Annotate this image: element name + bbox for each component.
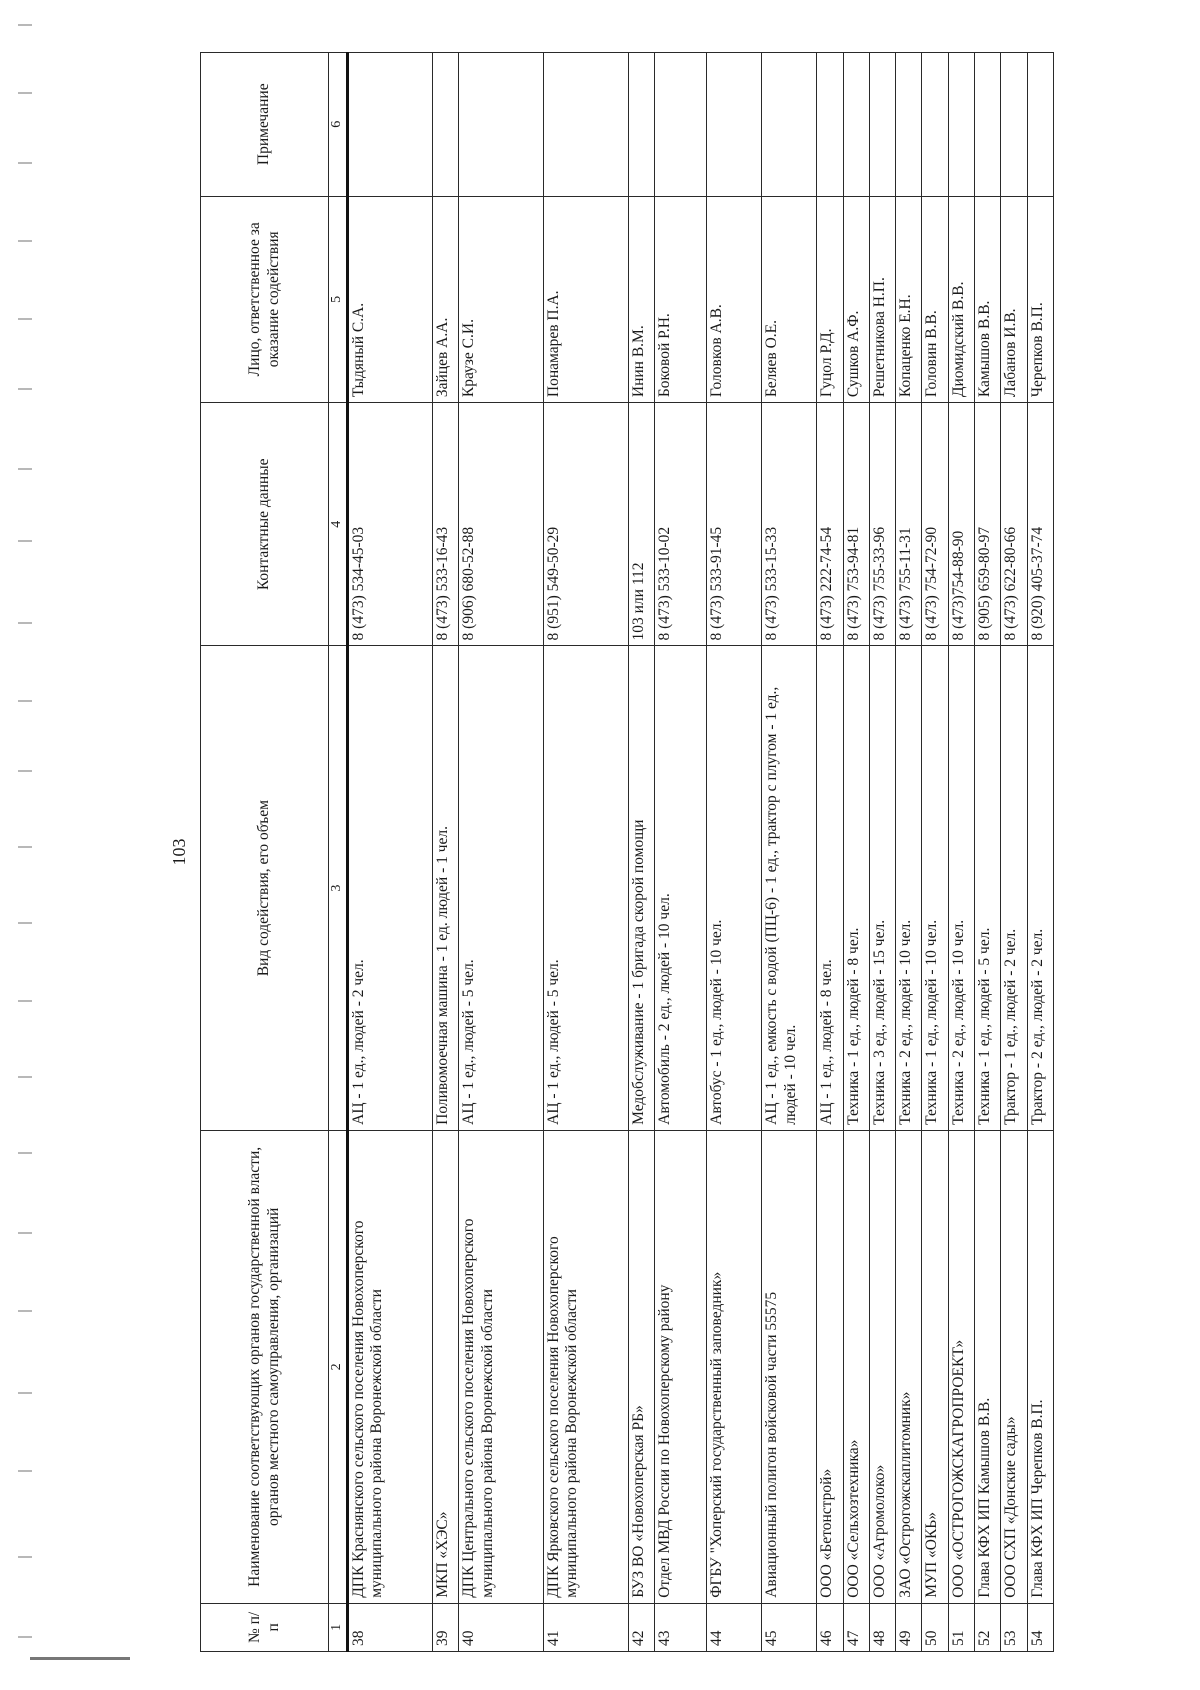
person-cell: Камышов В.В.	[975, 196, 1001, 403]
column-number: 2	[329, 1130, 348, 1603]
note-cell	[817, 53, 843, 197]
contact-cell: 8 (473) 754-72-90	[922, 403, 948, 646]
note-cell	[707, 53, 762, 197]
table-row	[896, 53, 922, 1652]
row-number: 41	[543, 1603, 628, 1651]
table-row	[948, 53, 974, 1652]
assistance-cell: Техника - 1 ед., людей - 5 чел.	[975, 646, 1001, 1130]
page-number: 103	[169, 838, 189, 866]
row-number: 42	[628, 1603, 654, 1651]
rotated-page	[165, 52, 1055, 1652]
contact-cell: 8 (473) 533-16-43	[432, 403, 458, 646]
person-cell: Копаценко Е.Н.	[896, 196, 922, 403]
person-cell: Решетникова Н.П.	[869, 196, 895, 403]
contact-cell: 8 (473) 533-10-02	[654, 403, 707, 646]
organization-cell: Глава КФХ ИП Черепков В.П.	[1027, 1130, 1053, 1603]
row-number: 46	[817, 1603, 843, 1651]
note-cell	[1027, 53, 1053, 197]
person-cell: Боковой Р.Н.	[654, 196, 707, 403]
column-number: 1	[329, 1603, 348, 1651]
table-row	[458, 53, 543, 1652]
column-number: 3	[329, 646, 348, 1130]
organization-cell: Авиационный полигон войсковой части 55575	[762, 1130, 817, 1603]
assistance-cell: Трактор - 2 ед., людей - 2 чел.	[1027, 646, 1053, 1130]
row-number: 52	[975, 1603, 1001, 1651]
header-assistance-type: Вид содействия, его объем	[201, 646, 329, 1130]
assistance-cell: АЦ - 1 ед., людей - 8 чел.	[817, 646, 843, 1130]
table-row	[1027, 53, 1053, 1652]
header-note: Примечание	[201, 53, 329, 197]
table-header-row	[201, 53, 329, 1652]
person-cell: Диомидский В.В.	[948, 196, 974, 403]
person-cell: Зайцев А.А.	[432, 196, 458, 403]
row-number: 44	[707, 1603, 762, 1651]
contact-cell: 8 (473) 622-80-66	[1001, 403, 1027, 646]
person-cell: Понамарев П.А.	[543, 196, 628, 403]
column-number: 6	[329, 53, 348, 197]
header-responsible-person: Лицо, ответственное за оказание содействия	[201, 196, 329, 403]
row-number: 45	[762, 1603, 817, 1651]
organization-cell: ООО «Агромолоко»	[869, 1130, 895, 1603]
assistance-cell: Трактор - 1 ед., людей - 2 чел.	[1001, 646, 1027, 1130]
organization-cell: ООО «Сельхозтехника»	[843, 1130, 869, 1603]
header-organization: Наименование соответствующих органов государственной власти, органов местного самоуправления, организаций	[201, 1130, 329, 1603]
note-cell	[432, 53, 458, 197]
table-row	[869, 53, 895, 1652]
organization-cell: БУЗ ВО «Новохоперская РБ»	[628, 1130, 654, 1603]
assistance-cell: Техника - 1 ед., людей - 8 чел.	[843, 646, 869, 1130]
organization-cell: ДПК Краснянского сельского поселения Новохоперского муниципального района Воронежской области	[347, 1130, 432, 1603]
row-number: 49	[896, 1603, 922, 1651]
table-row	[543, 53, 628, 1652]
table-row	[628, 53, 654, 1652]
organization-cell: ООО СХП «Донские сады»	[1001, 1130, 1027, 1603]
assistance-cell: АЦ - 1 ед., емкость с водой (ПЦ-6) - 1 ед., трактор с плугом - 1 ед., людей - 10 чел.	[762, 646, 817, 1130]
assistance-cell: Техника - 1 ед., людей - 10 чел.	[922, 646, 948, 1130]
assistance-cell: Техника - 2 ед., людей - 10 чел.	[948, 646, 974, 1130]
organization-cell: Глава КФХ ИП Камышов В.В.	[975, 1130, 1001, 1603]
person-cell: Головин В.В.	[922, 196, 948, 403]
contact-cell: 103 или 112	[628, 403, 654, 646]
contact-cell: 8 (951) 549-50-29	[543, 403, 628, 646]
note-cell	[347, 53, 432, 197]
assistance-cell: АЦ - 1 ед., людей - 5 чел.	[458, 646, 543, 1130]
row-number: 40	[458, 1603, 543, 1651]
note-cell	[843, 53, 869, 197]
note-cell	[922, 53, 948, 197]
contact-cell: 8 (906) 680-52-88	[458, 403, 543, 646]
column-number-row	[329, 53, 348, 1652]
row-number: 47	[843, 1603, 869, 1651]
person-cell: Сушков А.Ф.	[843, 196, 869, 403]
person-cell: Инин В.М.	[628, 196, 654, 403]
assistance-cell: Автобус - 1 ед., людей - 10 чел.	[707, 646, 762, 1130]
table-row	[1001, 53, 1027, 1652]
row-number: 53	[1001, 1603, 1027, 1651]
contact-cell: 8 (920) 405-37-74	[1027, 403, 1053, 646]
organization-cell: ДПК Ярковского сельского поселения Новохоперского муниципального района Воронежской области	[543, 1130, 628, 1603]
row-number: 50	[922, 1603, 948, 1651]
organization-cell: ФГБУ "Хоперский государственный заповедник»	[707, 1130, 762, 1603]
assistance-table	[200, 52, 1054, 1652]
row-number: 39	[432, 1603, 458, 1651]
organization-cell: ДПК Центрального сельского поселения Новохоперского муниципального района Воронежской области	[458, 1130, 543, 1603]
table-row	[432, 53, 458, 1652]
table-row	[922, 53, 948, 1652]
assistance-cell: Автомобиль - 2 ед., людей - 10 чел.	[654, 646, 707, 1130]
contact-cell: 8 (473) 533-15-33	[762, 403, 817, 646]
organization-cell: МКП «ХЭС»	[432, 1130, 458, 1603]
person-cell: Краузе С.И.	[458, 196, 543, 403]
row-number: 51	[948, 1603, 974, 1651]
note-cell	[458, 53, 543, 197]
contact-cell: 8 (473) 755-11-31	[896, 403, 922, 646]
note-cell	[543, 53, 628, 197]
contact-cell: 8 (473) 753-94-81	[843, 403, 869, 646]
row-number: 54	[1027, 1603, 1053, 1651]
header-number: № п/п	[201, 1603, 329, 1651]
note-cell	[869, 53, 895, 197]
assistance-cell: Поливомоечная машина - 1 ед. людей - 1 чел.	[432, 646, 458, 1130]
organization-cell: ООО «ОСТРОГОЖСКАГРОПРОЕКТ»	[948, 1130, 974, 1603]
assistance-cell: Медобслуживание - 1 бригада скорой помощи	[628, 646, 654, 1130]
person-cell: Лабанов И.В.	[1001, 196, 1027, 403]
note-cell	[896, 53, 922, 197]
table-row	[817, 53, 843, 1652]
table-row	[762, 53, 817, 1652]
table-row	[843, 53, 869, 1652]
contact-cell: 8 (473) 755-33-96	[869, 403, 895, 646]
row-number: 38	[347, 1603, 432, 1651]
contact-cell: 8 (473) 222-74-54	[817, 403, 843, 646]
row-number: 48	[869, 1603, 895, 1651]
scan-edge-marks	[18, 0, 38, 1690]
table-row	[654, 53, 707, 1652]
table-row	[975, 53, 1001, 1652]
person-cell: Головков А.В.	[707, 196, 762, 403]
assistance-cell: Техника - 2 ед., людей - 10 чел.	[896, 646, 922, 1130]
table-row	[707, 53, 762, 1652]
contact-cell: 8 (905) 659-80-97	[975, 403, 1001, 646]
organization-cell: ЗАО «Острогожскаплитомник»	[896, 1130, 922, 1603]
note-cell	[762, 53, 817, 197]
organization-cell: Отдел МВД России по Новохоперскому району	[654, 1130, 707, 1603]
table-row	[347, 53, 432, 1652]
contact-cell: 8 (473)754-88-90	[948, 403, 974, 646]
note-cell	[628, 53, 654, 197]
note-cell	[975, 53, 1001, 197]
organization-cell: МУП «ОКЬ»	[922, 1130, 948, 1603]
header-contacts: Контактные данные	[201, 403, 329, 646]
assistance-cell: АЦ - 1 ед., людей - 2 чел.	[347, 646, 432, 1130]
assistance-cell: Техника - 3 ед., людей - 15 чел.	[869, 646, 895, 1130]
person-cell: Гуцол Р.Д.	[817, 196, 843, 403]
contact-cell: 8 (473) 534-45-03	[347, 403, 432, 646]
scan-bottom-rule	[30, 1657, 130, 1660]
note-cell	[654, 53, 707, 197]
contact-cell: 8 (473) 533-91-45	[707, 403, 762, 646]
note-cell	[948, 53, 974, 197]
person-cell: Тыдяный С.А.	[347, 196, 432, 403]
person-cell: Черепков В.П.	[1027, 196, 1053, 403]
assistance-cell: АЦ - 1 ед., людей - 5 чел.	[543, 646, 628, 1130]
organization-cell: ООО «Бетонстрой»	[817, 1130, 843, 1603]
column-number: 5	[329, 196, 348, 403]
column-number: 4	[329, 403, 348, 646]
note-cell	[1001, 53, 1027, 197]
person-cell: Беляев О.Е.	[762, 196, 817, 403]
row-number: 43	[654, 1603, 707, 1651]
